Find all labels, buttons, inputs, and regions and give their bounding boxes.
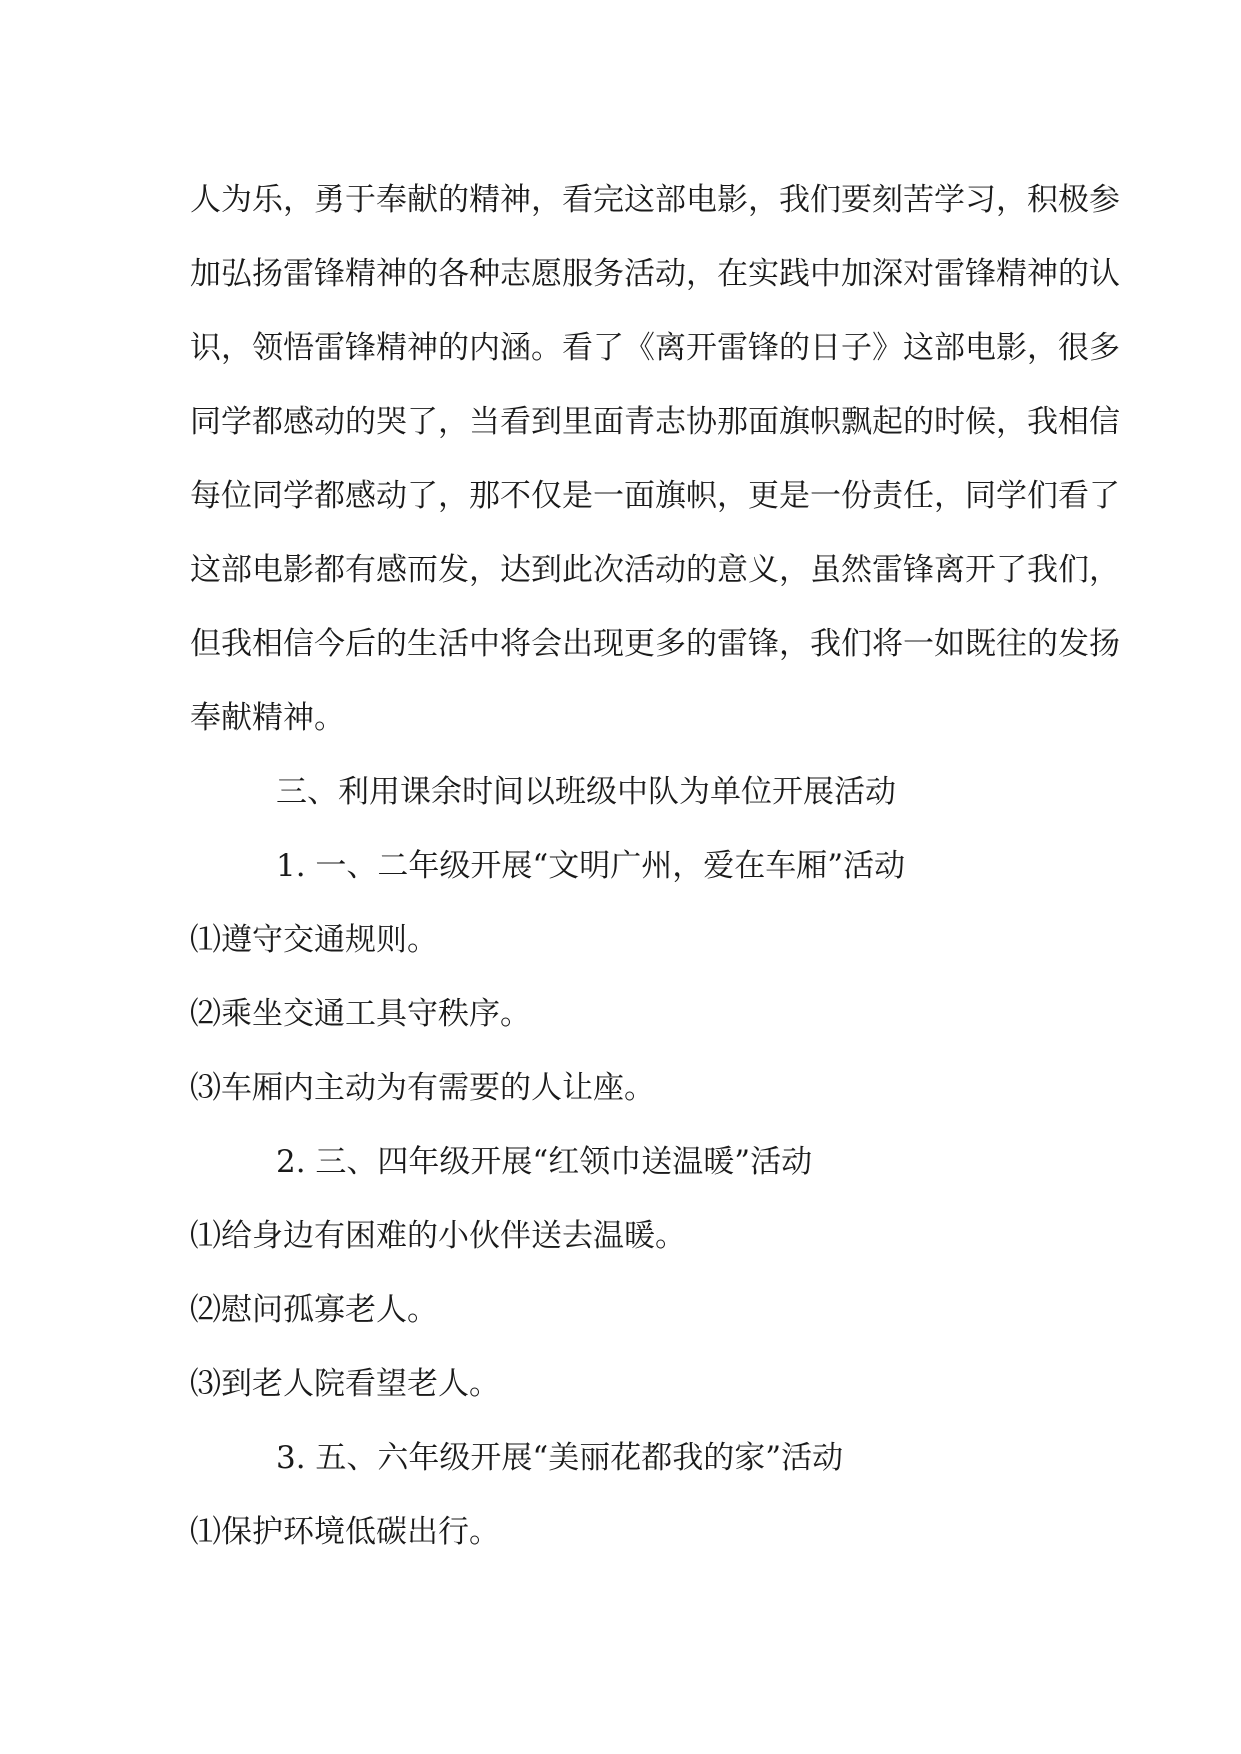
paragraph-line-5: 每位同学都感动了，那不仅是一面旗帜，更是一份责任，同学们看了	[190, 478, 1120, 514]
activity-1-item-2: ⑵乘坐交通工具守秩序。	[190, 996, 531, 1032]
activity-title-3: 3. 五、六年级开展“美丽花都我的家”活动	[276, 1440, 844, 1476]
paragraph-line-1: 人为乐，勇于奉献的精神，看完这部电影，我们要刻苦学习，积极参	[190, 182, 1120, 218]
activity-2-item-2: ⑵慰问孤寡老人。	[190, 1292, 438, 1328]
paragraph-line-3: 识，领悟雷锋精神的内涵。看了《离开雷锋的日子》这部电影，很多	[190, 330, 1120, 366]
paragraph-line-7: 但我相信今后的生活中将会出现更多的雷锋，我们将一如既往的发扬	[190, 626, 1120, 662]
paragraph-line-2: 加弘扬雷锋精神的各种志愿服务活动，在实践中加深对雷锋精神的认	[190, 256, 1120, 292]
paragraph-line-4: 同学都感动的哭了，当看到里面青志协那面旗帜飘起的时候，我相信	[190, 404, 1120, 440]
activity-title-2: 2. 三、四年级开展“红领巾送温暖”活动	[276, 1144, 813, 1180]
activity-1-item-1: ⑴遵守交通规则。	[190, 922, 438, 958]
paragraph-line-6: 这部电影都有感而发，达到此次活动的意义，虽然雷锋离开了我们，	[190, 552, 1120, 588]
section-heading: 三、利用课余时间以班级中队为单位开展活动	[276, 774, 896, 810]
activity-2-item-3: ⑶到老人院看望老人。	[190, 1366, 500, 1402]
activity-3-item-1: ⑴保护环境低碳出行。	[190, 1514, 500, 1550]
paragraph-line-8: 奉献精神。	[190, 700, 345, 736]
activity-1-item-3: ⑶车厢内主动为有需要的人让座。	[190, 1070, 655, 1106]
activity-title-1: 1. 一、二年级开展“文明广州，爱在车厢”活动	[276, 848, 906, 884]
activity-2-item-1: ⑴给身边有困难的小伙伴送去温暖。	[190, 1218, 686, 1254]
